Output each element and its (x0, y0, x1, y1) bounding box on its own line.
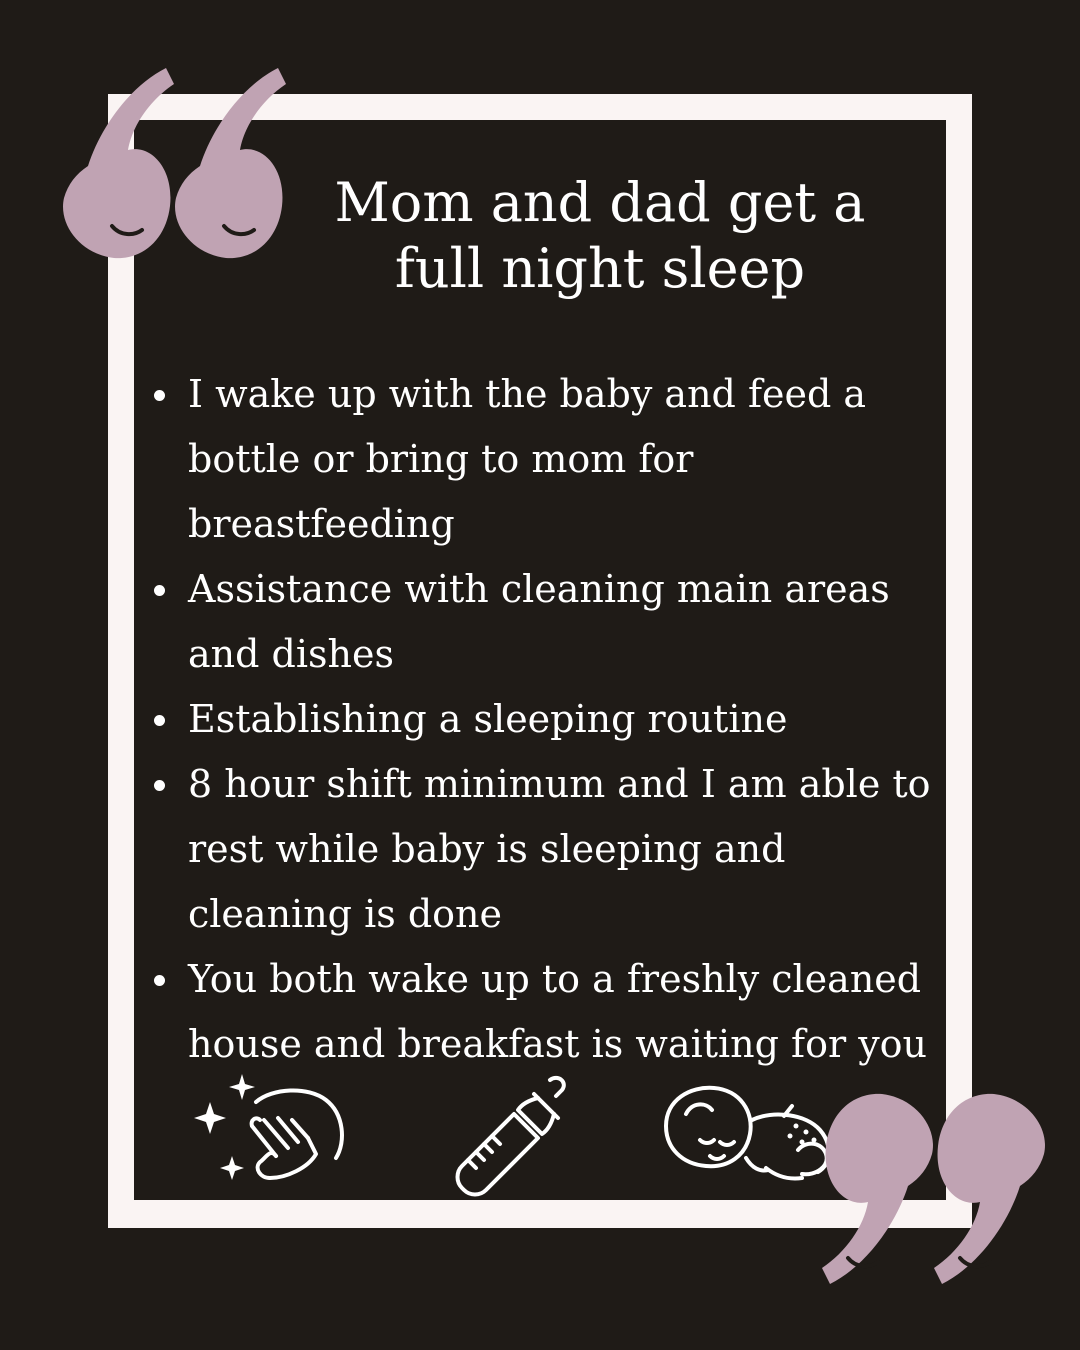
list-item-text: Assistance with cleaning main areas and dishes (188, 567, 890, 676)
list-item (150, 947, 950, 1077)
bullet-dot (154, 975, 165, 986)
cleaning-hand-icon (190, 1068, 350, 1193)
baby-bottle-icon (452, 1070, 582, 1200)
list-item (150, 687, 950, 752)
open-quote-icon (58, 58, 308, 263)
list-item-text: 8 hour shift minimum and I am able to rest while baby is sleeping and cleaning is done (188, 762, 931, 936)
list-item (150, 557, 950, 687)
list-item-text: You both wake up to a freshly cleaned house and breakfast is waiting for you (188, 957, 928, 1066)
bullet-dot (154, 585, 165, 596)
list-item-text: I wake up with the baby and feed a bottle or bring to mom for breastfeeding (188, 372, 867, 546)
bullet-dot (154, 390, 165, 401)
list-item-text: Establishing a sleeping routine (188, 697, 788, 741)
list-item (150, 362, 950, 557)
page-title: Mom and dad get a full night sleep (334, 171, 866, 300)
close-quote-icon (800, 1090, 1050, 1295)
list-item (150, 752, 950, 947)
bullet-dot (154, 715, 165, 726)
bullet-dot (154, 780, 165, 791)
service-list (150, 362, 950, 1077)
